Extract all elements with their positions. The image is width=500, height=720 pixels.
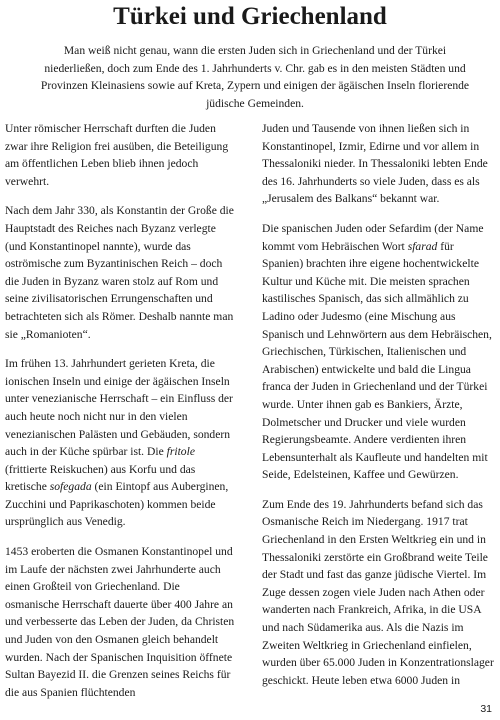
body-paragraph (262, 220, 496, 484)
text-run: für Spanien) brachten ihre eigene hochentwickelte Kultur und Küche mit. Die meisten sprachen kastilisches Spanisch, das sich allmählich zu Ladino oder Judesmo (eine Mischung aus Spanisch und Lehnwörtern aus dem Hebräischen, Griechischen, Türkischen, Italienischen und Arabischen) entwickelte und bald die Lingua franca der Juden in Griechenland und der Türkei wurde. Unter ihnen gab es Bankiers, Ärzte, Dolmetscher und Drucker und viele wurden Regierungsbeamte. Andere verdienten ihren Lebensunterhalt als Kaufleute und handelten mit Seide, Edelsteinen, Kaffee und Gewürzen. (262, 239, 492, 482)
italic-term: sofegada (49, 480, 92, 494)
text-run: (frittierte Reiskuchen) aus Korfu und das kretische (5, 462, 196, 494)
page-title: Türkei und Griechenland (113, 3, 387, 30)
body-paragraph: Unter römischer Herrschaft durften die Juden zwar ihre Religion frei ausüben, die Beteiligung am öffentlichen Leben blieb ihnen jedoch verwehrt. (5, 122, 229, 188)
text-run: Im frühen 13. Jahrhundert gerieten Kreta, die ionischen Inseln und einige der ägäischen Inseln unter venezianische Herrschaft – ein Einfluss der auch heute noch nicht nur in den vielen venezianischen Palästen und Gebäuden, sondern auch in der Küche spürbar ist. Die (5, 357, 233, 459)
body-paragraph (5, 355, 235, 531)
body-paragraph: Juden und Tausende von ihnen ließen sich in Konstantinopel, Izmir, Edirne und vor allem in Thessaloniki nieder. In Thessaloniki lebten Ende des 16. Jahrhunderts so viele Juden, dass es als „Jerusalem des Balkans“ bekannt war. (262, 122, 488, 206)
body-paragraph: 1453 eroberten die Osmanen Konstantinopel und im Laufe der nächsten zwei Jahrhunderte auch einen Großteil von Griechenland. Die osmanische Herrschaft dauerte über 400 Jahre an und verbesserte das Leben der Juden, da Christen und Juden von den Osmanen gleich behandelt wurden. Nach der Spanischen Inquisition öffnete Sultan Bayezid II. die Grenzen seines Reichs für die aus Spanien flüchtenden (5, 545, 235, 699)
body-paragraph: Nach dem Jahr 330, als Konstantin der Große die Hauptstadt des Reiches nach Byzanz verlegte (und Konstantinopel nannte), wurde das oströmische zum Byzantinischen Reich – doch die Juden in Byzanz waren stolz auf Rom und seine zivilisatorischen Errungenschaften und betrachteten sich als Römer. Deshalb nannte man sie „Romanioten“. (5, 204, 234, 341)
left-column (5, 120, 235, 701)
italic-term: fritole (166, 445, 195, 459)
intro-paragraph: Man weiß nicht genau, wann die ersten Juden sich in Griechenland und der Türkei niederließen, doch zum Ende des 1. Jahrhunderts v. Chr. gab es in den meisten Städten und Provinzen Kleinasiens sowie auf Kreta, Zypern und einigen der ägäischen Inseln florierende jüdische Gemeinden. (40, 44, 470, 110)
text-run: (ein Eintopf aus Auberginen, Zucchini und Paprikaschoten) kommen beide ursprünglich aus Venedig. (5, 480, 229, 529)
body-paragraph: Zum Ende des 19. Jahrhunderts befand sich das Osmanische Reich im Niedergang. 1917 trat Griechenland in den Ersten Weltkrieg ein und in Thessaloniki zerstörte ein Großbrand weite Teile der Stadt und fast das ganze jüdische Viertel. Im Zuge dessen zogen viele Juden nach Athen oder wanderten nach Frankreich, Afrika, in die USA und nach Südamerika aus. Als die Nazis im Zweiten Weltkrieg in Griechenland einfielen, wurden über 65.000 Juden in Konzentrationslager geschickt. Heute leben etwa 6000 Juden in (262, 497, 494, 687)
text-run: Die spanischen Juden oder Sefardim (der Name kommt vom Hebräischen Wort (262, 221, 484, 253)
page-number: 31 (480, 703, 492, 715)
right-column (262, 120, 496, 689)
italic-term: sfarad (407, 239, 438, 253)
